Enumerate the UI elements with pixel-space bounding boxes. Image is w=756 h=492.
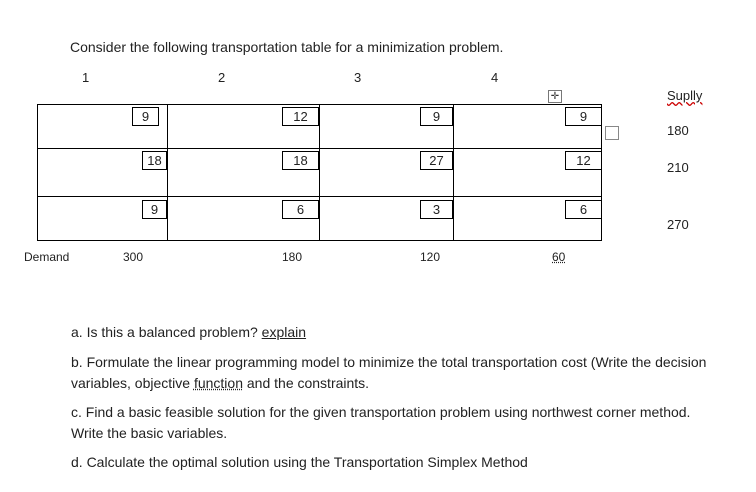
cost-cell-r2-c4[interactable]: 12 (565, 151, 602, 170)
explain-link[interactable]: explain (261, 324, 307, 340)
cost-cell-r2-c2[interactable]: 18 (282, 151, 319, 170)
supply-value-1: 180 (667, 123, 689, 138)
supply-value-3: 270 (667, 217, 689, 232)
column-header-3: 3 (354, 70, 362, 85)
question-c: c. Find a basic feasible solution for the given transportation problem using northwest corner method. Write the basic variables. (71, 404, 691, 441)
cost-cell-r1-c4[interactable]: 9 (565, 107, 602, 126)
cost-cell-r1-c2[interactable]: 12 (282, 107, 319, 126)
cost-cell-r3-c4[interactable]: 6 (565, 200, 602, 219)
problem-title: Consider the following transportation table for a minimization problem. (70, 39, 504, 55)
column-divider (453, 104, 454, 241)
question-a-text: a. Is this a balanced problem? (71, 324, 262, 340)
cost-cell-r1-c3[interactable]: 9 (420, 107, 453, 126)
table-move-handle-icon[interactable]: ✛ (548, 90, 562, 103)
question-a (71, 322, 711, 343)
column-header-1: 1 (82, 70, 90, 85)
question-b-text: b. Formulate the linear programming model to minimize the total transportation cost (Write the decision variables, objective (71, 354, 707, 391)
demand-value-4: 60 (552, 250, 566, 264)
demand-value-2: 180 (282, 250, 303, 264)
demand-label: Demand (24, 250, 70, 264)
column-divider (319, 104, 320, 241)
row-end-marker (605, 126, 619, 140)
cost-cell-r3-c1[interactable]: 9 (142, 200, 167, 219)
cost-cell-r3-c3[interactable]: 3 (420, 200, 453, 219)
column-header-4: 4 (491, 70, 499, 85)
supply-header: Suplly (667, 88, 703, 103)
cost-cell-r3-c2[interactable]: 6 (282, 200, 319, 219)
demand-value-1: 300 (123, 250, 144, 264)
supply-value-2: 210 (667, 160, 689, 175)
function-word: function (193, 375, 243, 391)
cost-cell-r2-c1[interactable]: 18 (142, 151, 167, 170)
cost-cell-r1-c1[interactable]: 9 (132, 107, 159, 126)
cost-cell-r2-c3[interactable]: 27 (420, 151, 453, 170)
question-b (71, 352, 711, 394)
question-d: d. Calculate the optimal solution using the Transportation Simplex Method (71, 454, 528, 470)
demand-value-3: 120 (420, 250, 441, 264)
column-header-2: 2 (218, 70, 226, 85)
question-b-text-end: and the constraints. (243, 375, 370, 391)
column-divider (167, 104, 168, 241)
